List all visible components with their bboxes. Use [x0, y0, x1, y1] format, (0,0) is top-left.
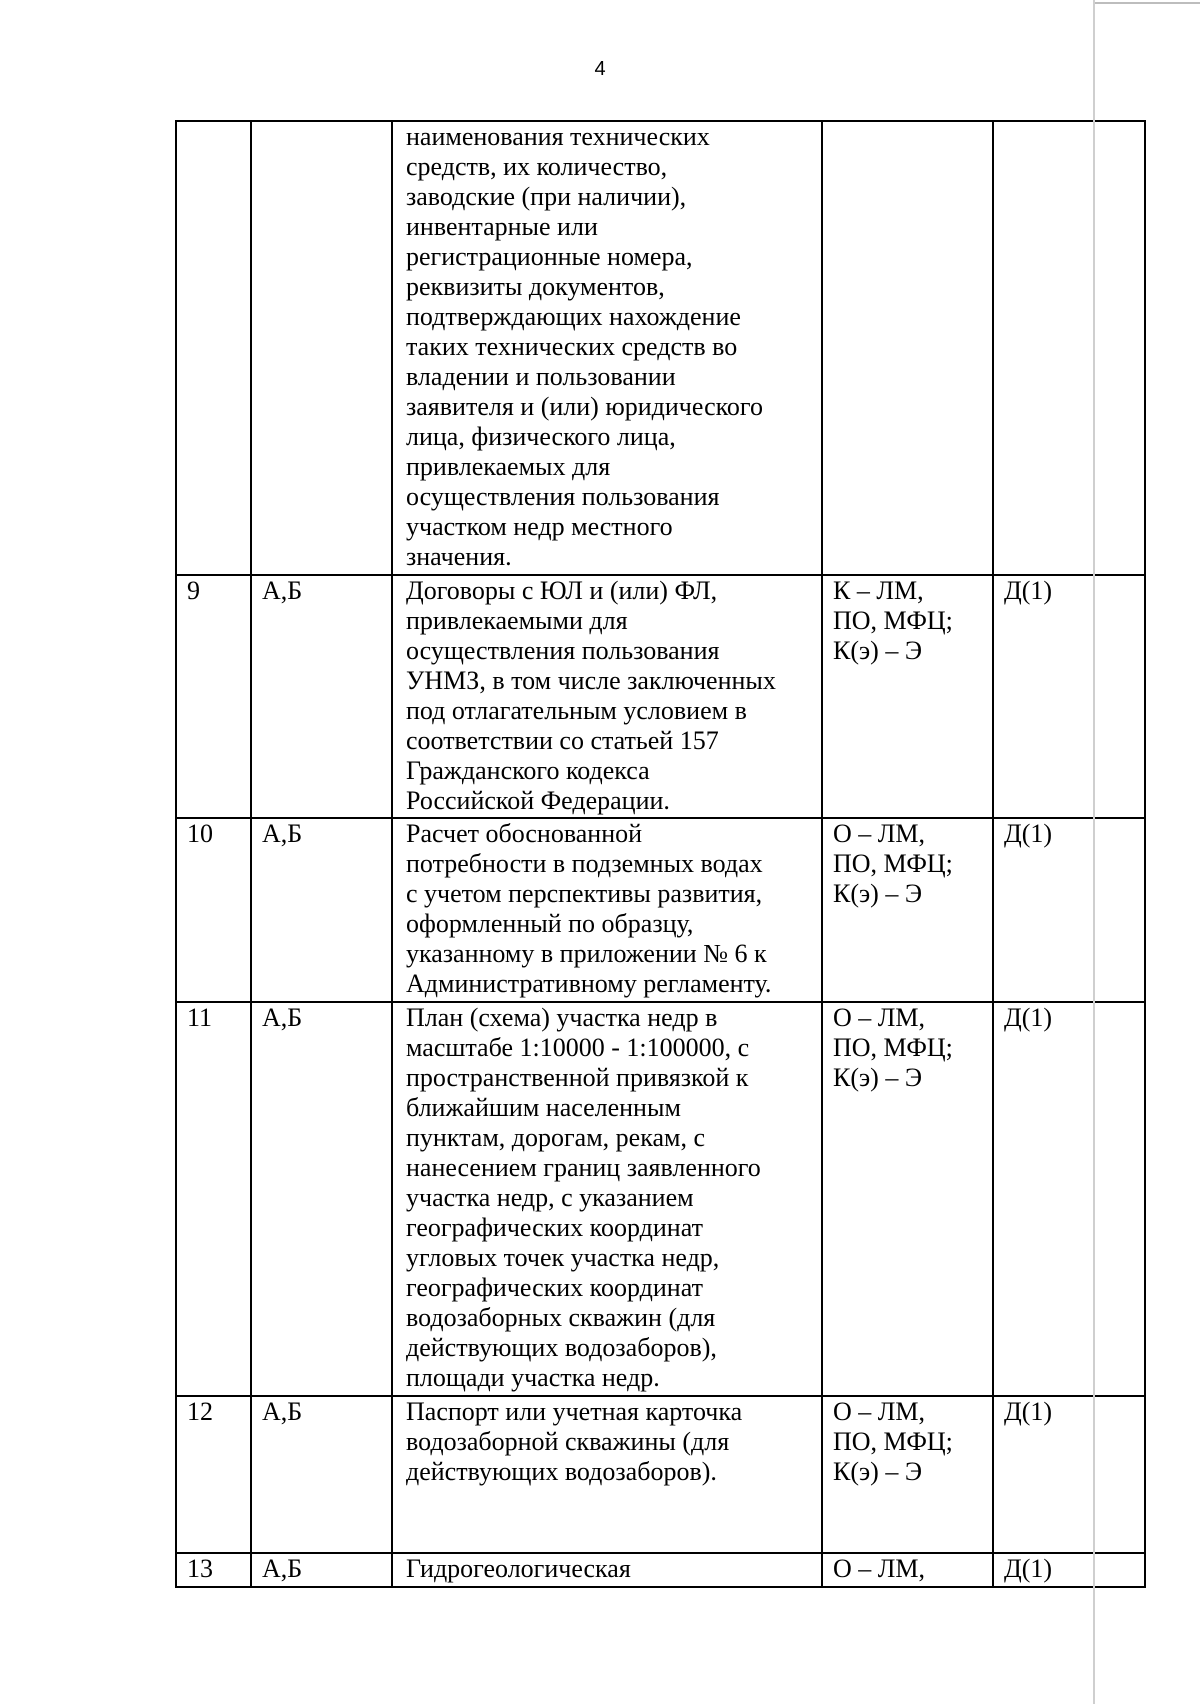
row-number: 13 [176, 1553, 251, 1587]
description-line: Гидрогеологическая [406, 1554, 631, 1583]
description-line: Расчет обоснованной [406, 819, 643, 848]
scan-top-line [1095, 2, 1200, 4]
row-number [176, 121, 251, 575]
description-line: географических координат [406, 1213, 703, 1242]
row-category: А,Б [251, 1553, 392, 1587]
form-line: О – ЛМ, [833, 819, 926, 848]
row-category: А,Б [251, 1002, 392, 1396]
document-description [392, 121, 822, 575]
description-line: соответствии со статьей 157 [406, 726, 719, 755]
table-row [176, 1396, 1145, 1553]
submission-form [822, 121, 993, 575]
description-line: ближайшим населенным [406, 1093, 681, 1122]
description-line: Паспорт или учетная карточка [406, 1397, 743, 1426]
document-status [993, 121, 1145, 575]
document-status: Д(1) [993, 1396, 1145, 1553]
row-number: 10 [176, 818, 251, 1002]
row-category: А,Б [251, 1396, 392, 1553]
row-number: 12 [176, 1396, 251, 1553]
description-line: лица, физического лица, [406, 422, 676, 451]
description-line: Гражданского кодекса [406, 756, 650, 785]
document-status: Д(1) [993, 575, 1145, 818]
description-line: с учетом перспективы развития, [406, 879, 763, 908]
description-line: потребности в подземных водах [406, 849, 763, 878]
form-line: К – ЛМ, [833, 576, 924, 605]
documents-table [175, 120, 1146, 1588]
description-line: заявителя и (или) юридического [406, 392, 763, 421]
description-line: осуществления пользования [406, 636, 720, 665]
description-line: участком недр местного [406, 512, 673, 541]
form-line: ПО, МФЦ; [833, 1033, 953, 1062]
submission-form [822, 818, 993, 1002]
description-line: Российской Федерации. [406, 786, 670, 815]
submission-form [822, 1553, 993, 1587]
description-line: пространственной привязкой к [406, 1063, 749, 1092]
description-line: под отлагательным условием в [406, 696, 747, 725]
description-line: средств, их количество, [406, 152, 668, 181]
description-line: оформленный по образцу, [406, 909, 694, 938]
description-line: водозаборной скважины (для [406, 1427, 730, 1456]
description-line: Административному регламенту. [406, 969, 772, 998]
description-line: указанному в приложении № 6 к [406, 939, 767, 968]
description-line: пунктам, дорогам, рекам, с [406, 1123, 705, 1152]
description-line: реквизиты документов, [406, 272, 665, 301]
form-line: О – ЛМ, [833, 1397, 926, 1426]
table-row [176, 121, 1145, 575]
description-line: масштабе 1:10000 - 1:100000, с [406, 1033, 750, 1062]
table-row [176, 818, 1145, 1002]
description-line: нанесением границ заявленного [406, 1153, 761, 1182]
description-line: действующих водозаборов), [406, 1333, 717, 1362]
document-description [392, 818, 822, 1002]
document-status: Д(1) [993, 1553, 1145, 1587]
description-line: географических координат [406, 1273, 703, 1302]
description-line: План (схема) участка недр в [406, 1003, 718, 1032]
form-line: К(э) – Э [833, 879, 922, 908]
description-line: УНМЗ, в том числе заключенных [406, 666, 776, 695]
row-category [251, 121, 392, 575]
submission-form [822, 1002, 993, 1396]
document-description [392, 1553, 822, 1587]
form-line: О – ЛМ, [833, 1554, 926, 1583]
form-line: ПО, МФЦ; [833, 849, 953, 878]
description-line: привлекаемых для [406, 452, 611, 481]
description-line: регистрационные номера, [406, 242, 693, 271]
document-status: Д(1) [993, 818, 1145, 1002]
submission-form [822, 1396, 993, 1553]
description-line: площади участка недр. [406, 1363, 660, 1392]
form-line: ПО, МФЦ; [833, 1427, 953, 1456]
form-line: К(э) – Э [833, 636, 922, 665]
form-line: О – ЛМ, [833, 1003, 926, 1032]
description-line: заводские (при наличии), [406, 182, 687, 211]
document-description [392, 1002, 822, 1396]
document-description [392, 575, 822, 818]
row-number: 11 [176, 1002, 251, 1396]
form-line: ПО, МФЦ; [833, 606, 953, 635]
description-line: наименования технических [406, 122, 710, 151]
submission-form [822, 575, 993, 818]
page-number: 4 [594, 58, 606, 80]
document-description [392, 1396, 822, 1553]
description-line: подтверждающих нахождение [406, 302, 741, 331]
description-line: водозаборных скважин (для [406, 1303, 716, 1332]
description-line: владении и пользовании [406, 362, 676, 391]
row-category: А,Б [251, 575, 392, 818]
description-line: таких технических средств во [406, 332, 738, 361]
description-line: инвентарные или [406, 212, 598, 241]
description-line: участка недр, с указанием [406, 1183, 694, 1212]
table-body [176, 121, 1145, 1587]
table-row [176, 575, 1145, 818]
table-row [176, 1002, 1145, 1396]
table-row [176, 1553, 1145, 1587]
row-category: А,Б [251, 818, 392, 1002]
document-status: Д(1) [993, 1002, 1145, 1396]
description-line: Договоры с ЮЛ и (или) ФЛ, [406, 576, 718, 605]
scan-edge-line [1093, 0, 1095, 1704]
description-line: угловых точек участка недр, [406, 1243, 720, 1272]
description-line: привлекаемыми для [406, 606, 628, 635]
description-line: действующих водозаборов). [406, 1457, 717, 1486]
row-number: 9 [176, 575, 251, 818]
description-line: значения. [406, 542, 512, 571]
form-line: К(э) – Э [833, 1457, 922, 1486]
description-line: осуществления пользования [406, 482, 720, 511]
form-line: К(э) – Э [833, 1063, 922, 1092]
